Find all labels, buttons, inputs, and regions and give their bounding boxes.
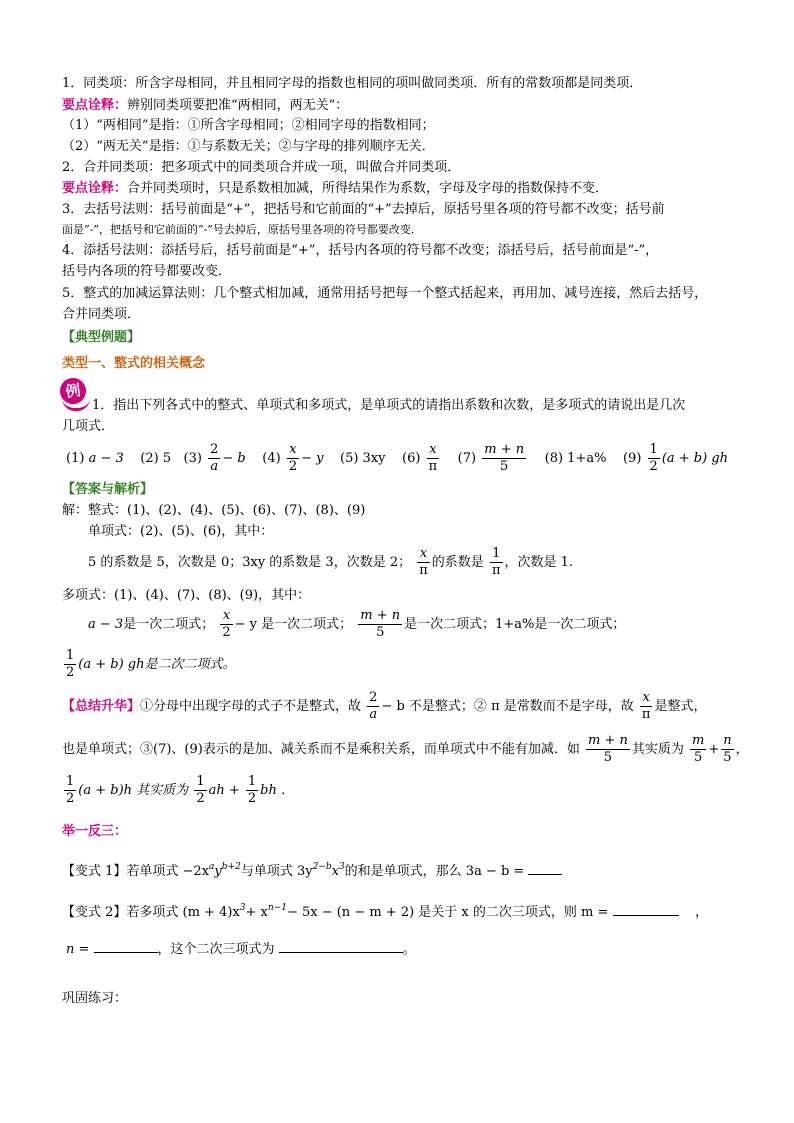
answer-blank-trinomial[interactable] xyxy=(279,938,403,953)
summary-line-2: 也是单项式；③(7)、(9)表示的是加、减关系而不是乘积关系，而单项式中不能有加减．如 $\frac{m + n}{5}$ 其实质为 $\frac{m}{5}$ + $\frac{n}{5}$ ， xyxy=(62,733,749,765)
section-typical-examples: 【典型例题】 xyxy=(62,330,141,345)
fraction-m-over-5: $\frac{m}{5}$ xyxy=(692,733,705,765)
fraction-1-over-pi: $\frac{1}{\pi}$ xyxy=(491,546,501,578)
answer-blank-n[interactable] xyxy=(94,938,158,953)
item-2: (2) 5 xyxy=(140,451,172,466)
example-badge-decoration xyxy=(62,398,90,411)
line-10: 括号内各项的符号都要改变． xyxy=(62,264,232,279)
item-9-label: (9) xyxy=(622,451,642,466)
variant-2-line-2: n = ，这个二次三项式为 。 xyxy=(66,938,416,960)
key-point-2 xyxy=(62,179,608,199)
solution-line-1: 解：整式：(1)、(2)、(4)、(5)、(6)、(7)、(8)、(9) xyxy=(62,503,366,518)
summary-label: 【总结升华】 xyxy=(62,699,141,714)
line-8: 面是“-”，把括号和它前面的“-”号去掉后，原括号里各项的符号都要改变． xyxy=(62,223,422,236)
key-point-text: 辨别同类项要把准“两相同，两无关”： xyxy=(127,98,349,113)
item-6-fraction: $\frac{x}{\pi}$ xyxy=(428,442,438,474)
line-1: 1．同类项：所含字母相同，并且相同字母的指数也相同的项叫做同类项．所有的常数项都是同类项． xyxy=(62,76,643,91)
solution-line-3: 5 的系数是 5，次数是 0；3xy 的系数是 3，次数是 2； $\frac{x}{\pi}$ 的系数是 $\frac{1}{\pi}$ ，次数是 1. xyxy=(88,546,574,578)
consolidation-practice: 巩固练习： xyxy=(62,991,128,1006)
fraction-2-over-a: $\frac{2}{a}$ xyxy=(369,690,378,722)
item-9-tail: (a + b) gh xyxy=(661,451,729,466)
variant-1-label: 【变式 1】 xyxy=(62,864,127,879)
key-point-text: 合并同类项时，只是系数相加减，所得结果作为系数，字母及字母的指数保持不变． xyxy=(127,181,609,196)
item-3-label: (3) xyxy=(183,451,202,466)
variant-2-label: 【变式 2】 xyxy=(62,905,127,920)
question-1-line-b: 几项式． xyxy=(62,419,115,434)
key-point-1 xyxy=(62,96,348,116)
line-5: 2．合并同类项：把多项式中的同类项合并成一项，叫做合并同类项． xyxy=(62,160,461,175)
fraction-half-b: $\frac{1}{2}$ xyxy=(66,774,75,806)
line-4: （2）“两无关”是指：①与系数无关；②与字母的排列顺序无关． xyxy=(62,139,435,154)
fraction-half-d: $\frac{1}{2}$ xyxy=(247,774,257,806)
item-3-tail: − b xyxy=(222,451,246,466)
item-9-fraction: $\frac{1}{2}$ xyxy=(649,442,658,474)
fraction-x-over-2: $\frac{x}{2}$ xyxy=(222,608,231,640)
line-7: 3．去括号法则：括号前面是“+”，把括号和它前面的“+”去掉后，原括号里各项的符号都不改变；括号前 xyxy=(62,202,665,217)
variant-2: 【变式 2】若多项式 $(m + 4)x^3+ x^{n-1}- 5x - (n - m + 2)$ 是关于 x 的二次三项式，则 m = ， xyxy=(62,903,709,920)
solution-line-6: $\frac{1}{2}$ (a + b) gh是二次二项式。 xyxy=(66,648,236,680)
item-7-fraction: $\frac{m + n}{5}$ xyxy=(484,442,525,474)
line-12: 合并同类项． xyxy=(62,307,141,322)
solution-line-2: 单项式：(2)、(5)、(6)，其中： xyxy=(88,524,274,539)
item-8: (8) 1+a% xyxy=(544,451,607,466)
key-point-label: 要点诠释： xyxy=(62,98,128,113)
fraction-x-over-pi: $\frac{x}{\pi}$ xyxy=(419,546,428,578)
variant-1: 【变式 1】若单项式 $-2x^ay^{b+2}$与单项式 $3y^{2-b}x^3$的和是单项式，那么 3a − b = xyxy=(62,857,562,882)
question-1-line-a: 1．指出下列各式中的整式、单项式和多项式，是单项式的请指出系数和次数，是多项式的请说出是几次 xyxy=(92,398,686,413)
item-7-label: (7) xyxy=(457,451,477,466)
fraction-m-plus-n-over-5-b: $\frac{m + n}{5}$ xyxy=(587,733,628,765)
summary-line-3: $\frac{1}{2}$ (a + b)h 其实质为 $\frac{1}{2}$ ah + $\frac{1}{2}$ bh ． xyxy=(66,774,294,806)
key-point-label: 要点诠释： xyxy=(62,181,128,196)
item-1-label: (1) xyxy=(66,451,85,466)
answer-title: 【答案与解析】 xyxy=(62,482,154,497)
item-4-tail: − y xyxy=(301,451,324,466)
answer-blank-1[interactable] xyxy=(528,860,562,875)
example-badge: 例 xyxy=(58,376,87,405)
item-4-label: (4) xyxy=(262,451,281,466)
fraction-x-over-pi-2: $\frac{x}{\pi}$ xyxy=(641,690,651,722)
item-6-label: (6) xyxy=(402,451,421,466)
fraction-m-plus-n-over-5: $\frac{m + n}{5}$ xyxy=(360,608,401,640)
item-3-fraction: $\frac{2}{a}$ xyxy=(210,442,219,474)
fraction-half: $\frac{1}{2}$ xyxy=(66,648,75,680)
item-5: (5) 3xy xyxy=(340,451,386,466)
solution-line-4: 多项式：(1)、(4)、(7)、(8)、(9)，其中： xyxy=(62,588,311,603)
line-11: 5．整式的加减运算法则：几个整式相加减，通常用括号把每一个整式括起来，再用加、减号连接，然后去括号， xyxy=(62,286,708,301)
solution-line-5: a − 3是一次二项式； $\frac{x}{2}$ − y 是一次二项式； $\frac{m + n}{5}$ 是一次二项式；1+a%是一次二项式； xyxy=(88,608,626,640)
answer-blank-m[interactable] xyxy=(613,901,679,916)
fraction-half-c: $\frac{1}{2}$ xyxy=(196,774,205,806)
practice-heading: 举一反三： xyxy=(62,824,128,839)
line-9: 4．添括号法则：添括号后，括号前面是“+”，括号内各项的符号都不改变；添括号后，括号前面是“-”， xyxy=(62,243,659,258)
item-1-expr: a − 3 xyxy=(88,451,124,466)
fraction-n-over-5: $\frac{n}{5}$ xyxy=(723,733,732,765)
line-3: （1）“两相同”是指：①所含字母相同；②相同字母的指数相同； xyxy=(62,118,435,133)
expression-list xyxy=(66,442,728,475)
type-1-heading: 类型一、整式的相关概念 xyxy=(62,356,206,371)
item-4-fraction: $\frac{x}{2}$ xyxy=(288,442,298,474)
summary-line-1: 【总结升华】①分母中出现字母的式子不是整式，故 $\frac{2}{a}$ − b 不是整式；② π 是常数而不是字母，故 $\frac{x}{\pi}$ 是整式， xyxy=(62,690,707,722)
